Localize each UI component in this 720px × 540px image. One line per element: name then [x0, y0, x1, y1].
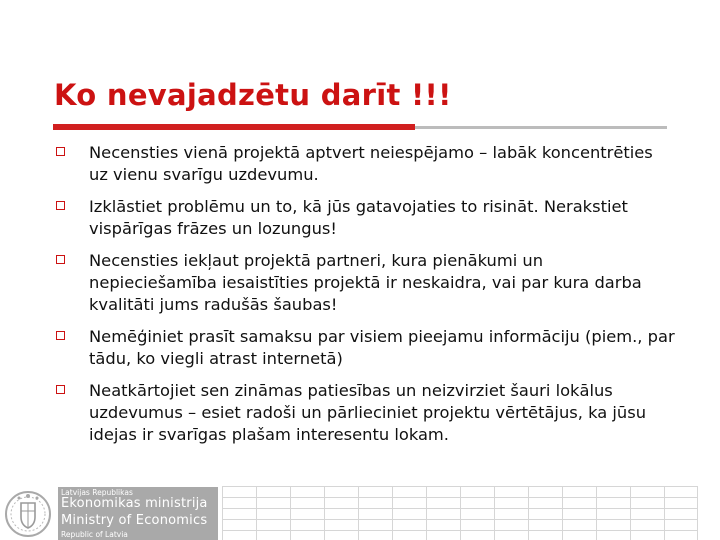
square-bullet-icon — [56, 147, 65, 156]
square-bullet-icon — [56, 385, 65, 394]
ministry-logo — [0, 486, 220, 540]
title-underline-red — [53, 124, 415, 130]
logo-line-english: Ministry of Economics — [61, 513, 208, 528]
slide-title: Ko nevajadzētu darīt !!! — [54, 78, 452, 112]
logo-text-panel — [58, 487, 218, 540]
logo-line-main: Ekonomikas ministrija — [61, 496, 208, 511]
bullet-list — [56, 142, 676, 456]
square-bullet-icon — [56, 255, 65, 264]
title-underline-grey — [415, 126, 667, 129]
bullet-item — [56, 196, 676, 240]
bullet-item — [56, 250, 676, 316]
coat-of-arms-icon — [4, 488, 52, 540]
decorative-grid — [222, 486, 698, 540]
bullet-item — [56, 326, 676, 370]
square-bullet-icon — [56, 201, 65, 210]
bullet-text: Necensties vienā projektā aptvert neiespējamo – labāk koncentrēties uz vienu svarīgu uzdevumu. — [89, 143, 653, 184]
bullet-text: Nemēģiniet prasīt samaksu par visiem pieejamu informāciju (piem., par tādu, ko viegli atrast internetā) — [89, 327, 675, 368]
bullet-text: Neatkārtojiet sen zināmas patiesības un neizvirziet šauri lokālus uzdevumus – esiet radoši un pārlieciniet projektu vērtētājus, ka jūsu idejas ir svarīgas plašam interesentu lokam. — [89, 381, 647, 444]
logo-line-bottom: Republic of Latvia — [61, 530, 128, 539]
logo-line-top: Latvijas Republikas — [61, 488, 133, 497]
bullet-item — [56, 380, 676, 446]
square-bullet-icon — [56, 331, 65, 340]
bullet-text: Izklāstiet problēmu un to, kā jūs gatavojaties to risināt. Nerakstiet vispārīgas frāzes un lozungus! — [89, 197, 628, 238]
bullet-item — [56, 142, 676, 186]
bullet-text: Necensties iekļaut projektā partneri, kura pienākumi un nepieciešamība iesaistīties projektā ir neskaidra, vai par kura darba kvalitāti jums radušās šaubas! — [89, 251, 642, 314]
